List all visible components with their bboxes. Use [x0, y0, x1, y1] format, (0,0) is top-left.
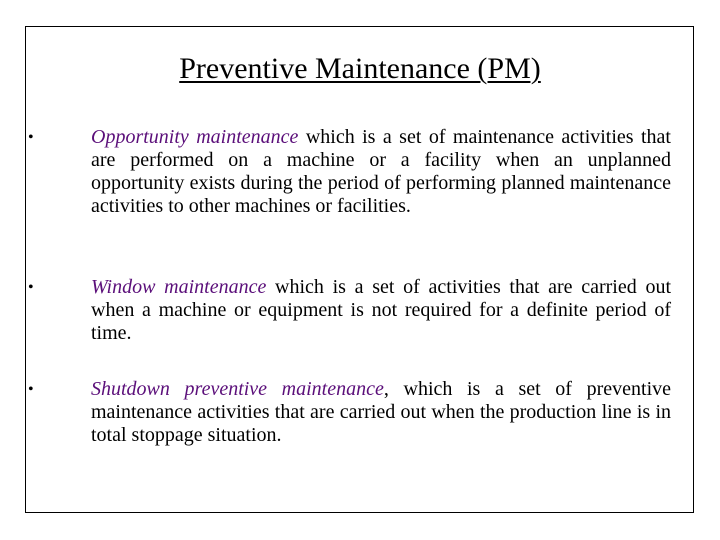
bullet-item-shutdown-preventive-maintenance: [28, 378, 671, 447]
term-window-maintenance: Window maintenance: [91, 276, 267, 298]
term-opportunity-maintenance: Opportunity maintenance: [91, 126, 299, 148]
bullet-text: , which is a set of preventive maintenance activities that are carried out when the production line is in total stoppage situation.: [91, 378, 671, 446]
bullet-text: which is a set of maintenance activities that are performed on a machine or a facility when an unplanned opportunity exists during the period of performing planned maintenance activities to other machines or facilities.: [91, 126, 671, 217]
term-shutdown-preventive-maintenance: Shutdown preventive maintenance: [91, 378, 384, 400]
bullet-icon: •: [28, 279, 34, 296]
bullet-icon: •: [28, 381, 34, 398]
bullet-item-opportunity-maintenance: [28, 126, 671, 218]
slide-title: Preventive Maintenance (PM): [179, 52, 541, 85]
bullet-text: which is a set of activities that are carried out when a machine or equipment is not required for a definite period of time.: [91, 276, 671, 344]
bullet-item-window-maintenance: [28, 276, 671, 345]
bullet-icon: •: [28, 129, 34, 146]
